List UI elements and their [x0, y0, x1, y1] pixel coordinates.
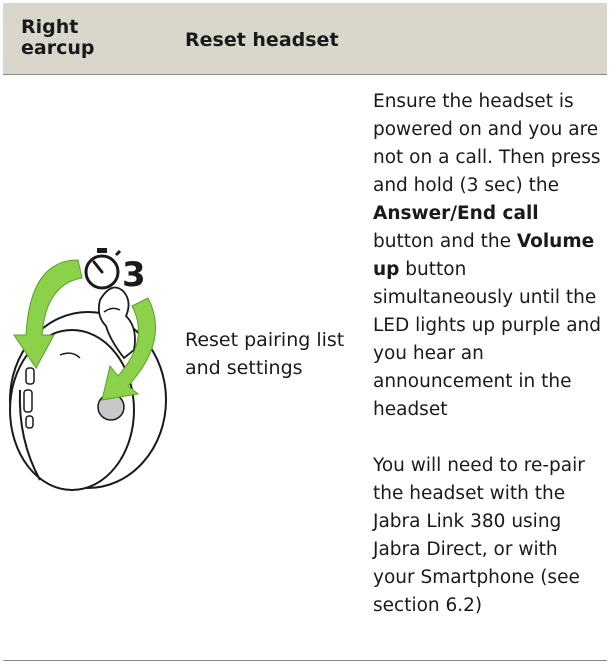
- instruction-text-2: button and the: [373, 231, 517, 252]
- volume-up-label: Volume up: [373, 231, 595, 280]
- bottom-divider: [3, 660, 607, 661]
- repair-paragraph: You will need to re-pair the headset with the Jabra Link 380 using Jabra Direct, or with your Smartphone (see section 6.2): [373, 455, 585, 616]
- paragraph-gap: [373, 424, 605, 452]
- earcup-reset-illustration: [0, 240, 175, 505]
- header-right-earcup: Right earcup: [21, 16, 95, 59]
- timer-seconds: 3: [122, 255, 146, 295]
- header-reset-headset: Reset headset: [185, 29, 339, 51]
- stopwatch-icon: [86, 248, 120, 288]
- table-header: [3, 3, 607, 75]
- instruction-paragraph: [373, 88, 605, 424]
- instruction-text-1: Ensure the headset is powered on and you are not on a call. Then press and hold (3 sec) the: [373, 91, 601, 196]
- answer-end-call-label: Answer/End call: [373, 203, 539, 224]
- instruction-text-3: button simultaneously until the LED lights up purple and you hear an announcement in the headset: [373, 259, 602, 420]
- earcup-illustration-svg: [0, 240, 175, 505]
- reset-description: [373, 88, 605, 620]
- reset-label: Reset pairing list and settings: [185, 329, 345, 379]
